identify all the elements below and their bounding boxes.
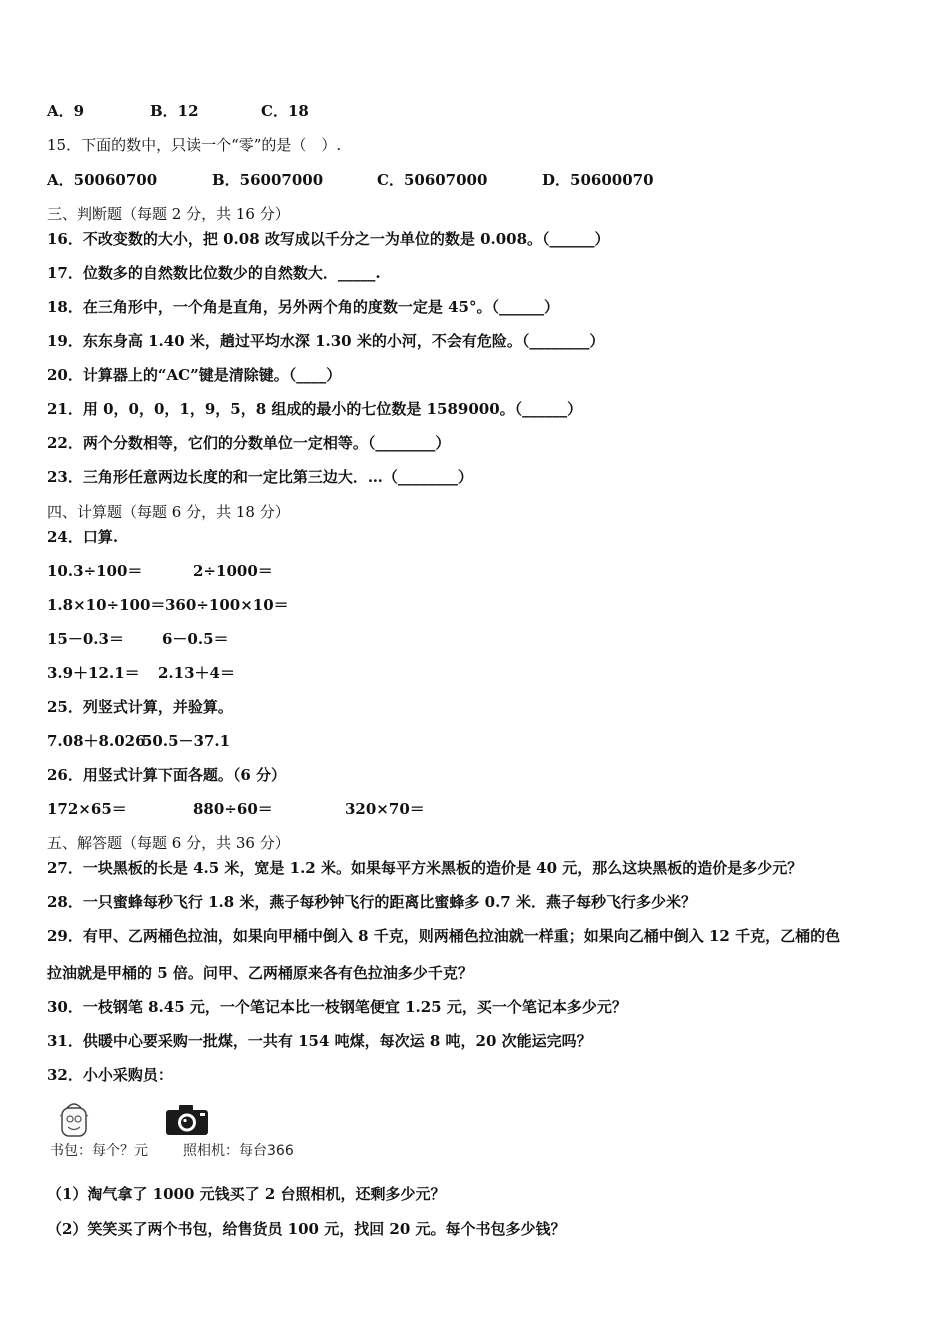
q14-option-c: C．18 xyxy=(261,102,309,120)
q26-item-1: 172×65＝ xyxy=(47,800,127,818)
oral-3a: 15－0.3＝ xyxy=(47,630,124,648)
oral-3b: 6－0.5＝ xyxy=(162,630,229,648)
q16: 16．不改变数的大小，把 0.08 改写成以千分之一为单位的数是 0.008。（______） xyxy=(47,230,610,248)
section5-title: 五、解答题（每题 6 分，共 36 分） xyxy=(47,834,290,852)
oral-1b: 2÷1000＝ xyxy=(193,562,273,580)
section4-title: 四、计算题（每题 6 分，共 18 分） xyxy=(47,503,290,521)
q24: 24．口算. xyxy=(47,528,119,546)
q14-option-b: B．12 xyxy=(150,102,199,120)
q19: 19．东东身高 1.40 米，趟过平均水深 1.30 米的小河，不会有危险。（________） xyxy=(47,332,605,350)
q30: 30．一枝钢笔 8.45 元，一个笔记本比一枝钢笔便宜 1.25 元，买一个笔记本多少元？ xyxy=(47,998,627,1016)
camera-icon xyxy=(165,1104,209,1136)
q15-option-a: A．50060700 xyxy=(47,171,158,189)
q15-option-c: C．50607000 xyxy=(377,171,488,189)
q28: 28．一只蜜蜂每秒飞行 1.8 米，燕子每秒钟飞行的距离比蜜蜂多 0.7 米．燕子每秒飞行多少米？ xyxy=(47,893,696,911)
q32-sub2: （2）笑笑买了两个书包，给售货员 100 元，找回 20 元。每个书包多少钱？ xyxy=(47,1220,566,1238)
schoolbag-icon xyxy=(57,1102,91,1138)
q23: 23．三角形任意两边长度的和一定比第三边大．…（________） xyxy=(47,468,473,486)
q14-option-a: A．9 xyxy=(47,102,85,120)
q26-item-2: 880÷60＝ xyxy=(193,800,273,818)
oral-2a: 1.8×10÷100＝ xyxy=(47,596,166,614)
q21: 21．用 0，0，0，1，9，5，8 组成的最小的七位数是 1589000。（______） xyxy=(47,400,583,418)
q25-item-2: 50.5－37.1 xyxy=(142,732,231,750)
oral-4a: 3.9＋12.1＝ xyxy=(47,664,140,682)
q29-line2: 拉油就是甲桶的 5 倍。问甲、乙两桶原来各有色拉油多少千克？ xyxy=(47,964,473,982)
q20: 20．计算器上的“AC”键是清除键。（____） xyxy=(47,366,342,384)
q15-option-d: D．50600070 xyxy=(542,171,654,189)
q25-item-1: 7.08＋8.026 xyxy=(47,732,146,750)
q31: 31．供暖中心要采购一批煤，一共有 154 吨煤，每次运 8 吨，20 次能运完吗？ xyxy=(47,1032,592,1050)
section3-title: 三、判断题（每题 2 分，共 16 分） xyxy=(47,205,290,223)
camera-price-label: 照相机：每台366 xyxy=(183,1143,294,1159)
q15-option-b: B．56007000 xyxy=(212,171,324,189)
q32-figure xyxy=(47,1098,367,1168)
bag-price-label: 书包：每个？元 xyxy=(50,1143,148,1159)
q26-item-3: 320×70＝ xyxy=(345,800,425,818)
q32: 32．小小采购员： xyxy=(47,1066,173,1084)
q29-line1: 29．有甲、乙两桶色拉油，如果向甲桶中倒入 8 千克，则两桶色拉油就一样重；如果向乙桶中倒入 12 千克，乙桶的色 xyxy=(47,927,841,945)
q18: 18．在三角形中，一个角是直角，另外两个角的度数一定是 45°。（______） xyxy=(47,298,559,316)
oral-2b: 360÷100×10＝ xyxy=(165,596,289,614)
oral-4b: 2.13＋4＝ xyxy=(158,664,235,682)
q26: 26．用竖式计算下面各题。（6 分） xyxy=(47,766,287,784)
q32-sub1: （1）淘气拿了 1000 元钱买了 2 台照相机，还剩多少元？ xyxy=(47,1185,446,1203)
q25: 25．列竖式计算，并验算。 xyxy=(47,698,233,716)
q15-stem: 15．下面的数中，只读一个“零”的是（ ）. xyxy=(47,136,342,154)
q27: 27．一块黑板的长是 4.5 米，宽是 1.2 米。如果每平方米黑板的造价是 40 元，那么这块黑板的造价是多少元？ xyxy=(47,859,803,877)
q22: 22．两个分数相等，它们的分数单位一定相等。（________） xyxy=(47,434,451,452)
q17: 17．位数多的自然数比位数少的自然数大．_____. xyxy=(47,264,381,282)
oral-1a: 10.3÷100＝ xyxy=(47,562,143,580)
